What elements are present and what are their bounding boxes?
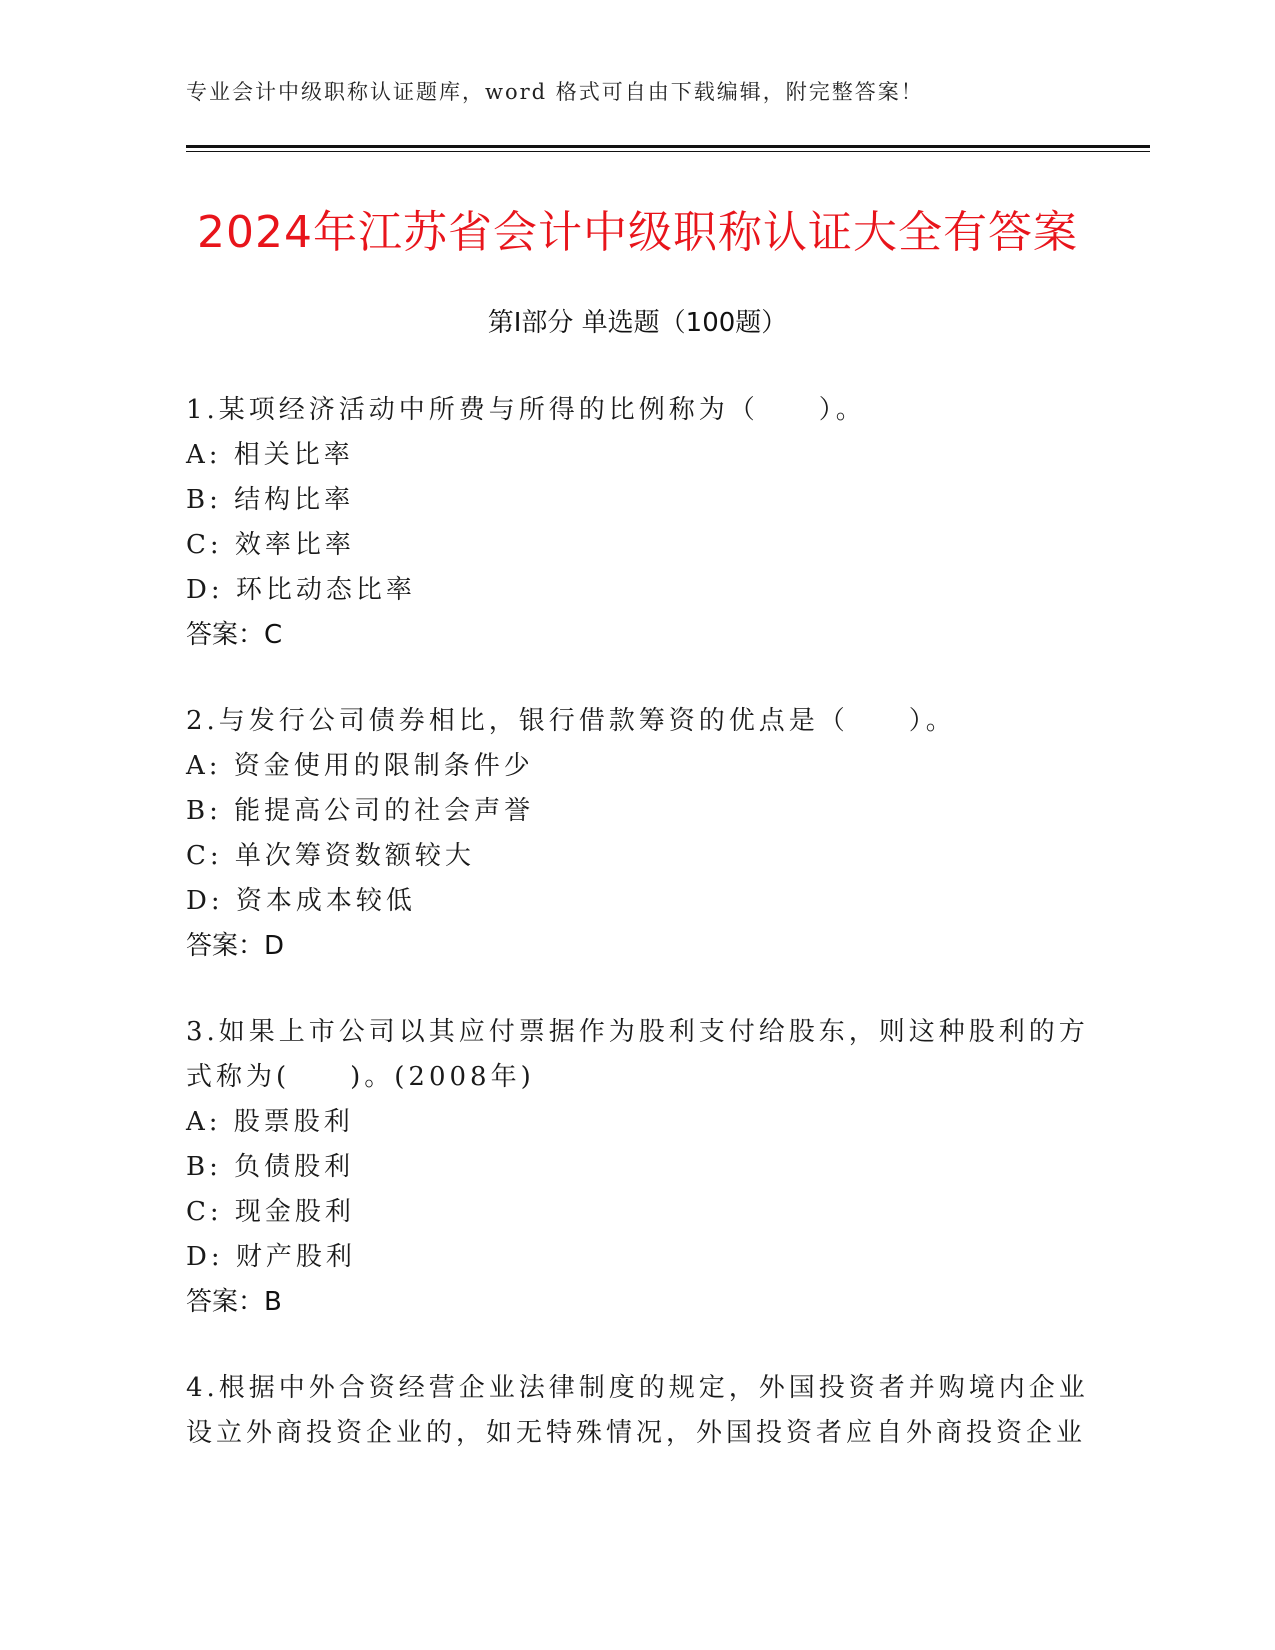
question-list: [186, 388, 1089, 1497]
answer-text: 答案：D: [186, 931, 285, 961]
page-header-text: 专业会计中级职称认证题库，word 格式可自由下载编辑，附完整答案！: [186, 80, 924, 104]
option-b: B: 能提高公司的社会声誉: [186, 796, 535, 826]
question-stem-line: 式称为( )。(2008年): [186, 1062, 535, 1092]
answer-text: 答案：C: [186, 620, 283, 650]
section-heading: 第I部分 单选题（100题）: [487, 308, 788, 338]
option-c: C: 效率比率: [186, 530, 355, 560]
question-stem-line: 3.如果上市公司以其应付票据作为股利支付给股东，则这种股利的方: [186, 1017, 1089, 1047]
question-item: [186, 1010, 1089, 1325]
option-a: A: 资金使用的限制条件少: [186, 751, 534, 781]
question-item: [186, 699, 1066, 969]
option-b: B: 结构比率: [186, 485, 355, 515]
option-d: D: 财产股利: [186, 1242, 356, 1272]
question-stem: [186, 1366, 1089, 1456]
question-stem-line: 4.根据中外合资经营企业法律制度的规定，外国投资者并购境内企业: [186, 1373, 1089, 1403]
option-a: A: 股票股利: [186, 1107, 354, 1137]
question-stem: [186, 699, 1066, 744]
option-a: A: 相关比率: [186, 440, 354, 470]
question-stem-line: 1.某项经济活动中所费与所得的比例称为（ ）。: [186, 395, 866, 425]
header-divider-thin: [186, 151, 1150, 152]
question-stem-line: 2.与发行公司债券相比，银行借款筹资的优点是（ ）。: [186, 706, 956, 736]
question-item: [186, 388, 1066, 658]
header-divider-thick: [186, 145, 1150, 148]
question-stem: [186, 388, 1066, 433]
answer-text: 答案：B: [186, 1287, 282, 1317]
question-stem-line: 设立外商投资企业的，如无特殊情况，外国投资者应自外商投资企业: [186, 1418, 1087, 1448]
question-stem: [186, 1010, 1089, 1100]
option-c: C: 单次筹资数额较大: [186, 841, 475, 871]
document-title: 2024年江苏省会计中级职称认证大全有答案: [197, 207, 1078, 258]
option-c: C: 现金股利: [186, 1197, 355, 1227]
question-item: [186, 1366, 1089, 1456]
option-d: D: 资本成本较低: [186, 886, 416, 916]
option-d: D: 环比动态比率: [186, 575, 416, 605]
option-b: B: 负债股利: [186, 1152, 355, 1182]
